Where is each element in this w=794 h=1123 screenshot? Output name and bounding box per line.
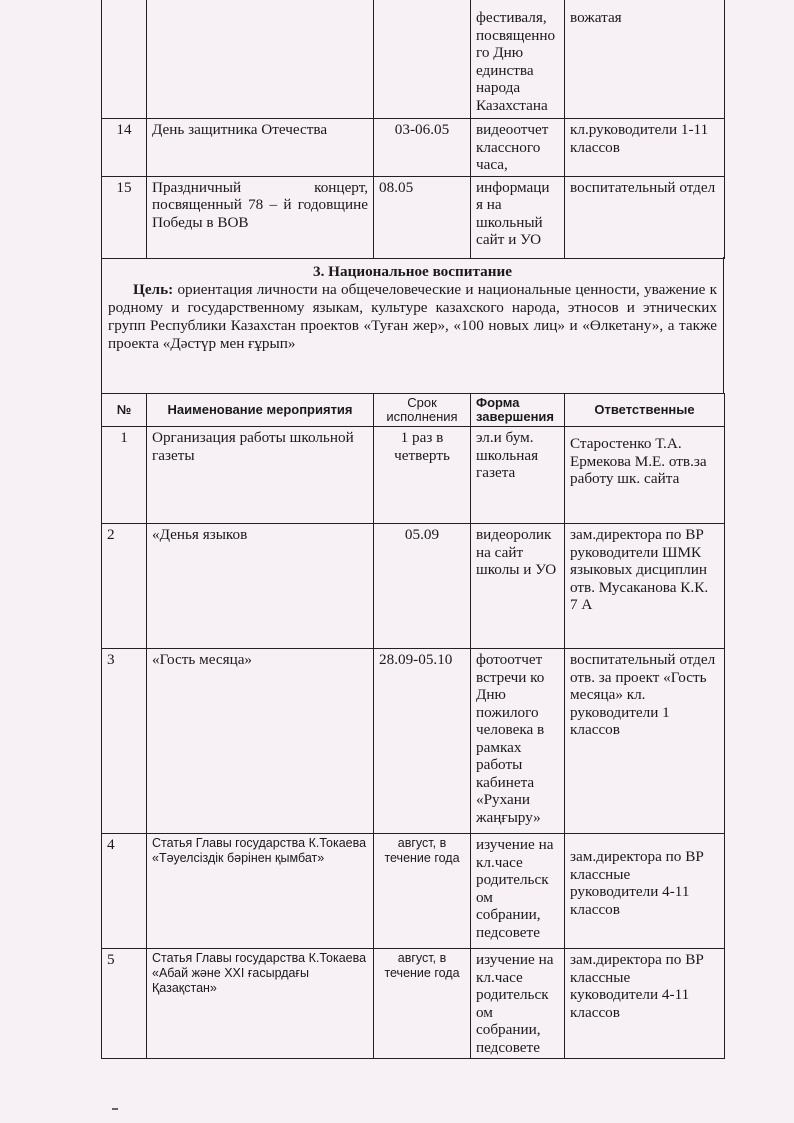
table-row [102,834,725,949]
responsible: кл.руководители 1-11 классов [565,119,725,177]
event-date: 28.09-05.10 [374,649,471,834]
goal-text: ориентация личности на общечеловеческие и национальные ценности, уважение к родному и государственному языкам, культуре казахского народа, этносов и этнических групп Республики Казахстан проектов «Туған жер», «100 новых лиц» и «Өлкетану», а также проекта «Дәстүр мен ғұрып» [108,281,718,352]
table-row [102,119,725,177]
completion-form: информаци я на школьный сайт и УО [471,176,565,258]
event-date: август, в течение года [374,834,471,949]
responsible: воспитательный отдел [565,176,725,258]
section-national-education [101,257,724,394]
event-date: 1 раз в четверть [374,427,471,524]
header-name: Наименование мероприятия [147,394,374,427]
row-number: 2 [102,524,147,649]
table-row [102,176,725,258]
scan-mark [112,1108,118,1110]
row-number [102,0,147,119]
table-row [102,949,725,1059]
section-goal [108,281,717,353]
event-date: август, в течение года [374,949,471,1059]
events-table [101,393,725,1059]
table-row [102,649,725,834]
responsible: Старостенко Т.А. Ермекова М.Е. отв.за работу шк. сайта [565,427,725,524]
event-name: Праздничный концерт, посвященный 78 – й годовщине Победы в ВОВ [147,176,374,258]
completion-form: изучение на кл.часе родительск ом собрании, педсовете [471,834,565,949]
event-name: «Денья языков [147,524,374,649]
event-name: День защитника Отечества [147,119,374,177]
event-date: 05.09 [374,524,471,649]
responsible: воспитательный отдел отв. за проект «Гость месяца» кл. руководители 1 классов [565,649,725,834]
responsible: вожатая [565,0,725,119]
event-date [374,0,471,119]
event-name: Организация работы школьной газеты [147,427,374,524]
table-header-row [102,394,725,427]
event-name: «Гость месяца» [147,649,374,834]
row-number: 14 [102,119,147,177]
goal-label: Цель: [133,281,174,298]
event-date: 08.05 [374,176,471,258]
events-table-continued [101,0,725,259]
event-name: Статья Главы государства К.Токаева «Абай және XXI ғасырдағы Қазақстан» [147,949,374,1059]
completion-form: изучение на кл.часе родительск ом собрании, педсовете [471,949,565,1059]
responsible: зам.директора по ВР классные руководители 4-11 классов [565,834,725,949]
table-row [102,0,725,119]
header-form: Форма завершения [471,394,565,427]
table-row [102,524,725,649]
row-number: 1 [102,427,147,524]
header-number: № [102,394,147,427]
completion-form: фотоотчет встречи ко Дню пожилого человека в рамках работы кабинета «Рухани жаңғыру» [471,649,565,834]
header-responsible: Ответственные [565,394,725,427]
completion-form: видеоотчет классного часа, [471,119,565,177]
completion-form: видеоролик на сайт школы и УО [471,524,565,649]
event-date: 03-06.05 [374,119,471,177]
responsible: зам.директора по ВР классные куководители 4-11 классов [565,949,725,1059]
row-number: 4 [102,834,147,949]
section-title: 3. Национальное воспитание [312,263,513,280]
table-row [102,427,725,524]
responsible: зам.директора по ВР руководители ШМК языковых дисциплин отв. Мусаканова К.К. 7 А [565,524,725,649]
row-number: 5 [102,949,147,1059]
completion-form: эл.и бум. школьная газета [471,427,565,524]
row-number: 3 [102,649,147,834]
event-name: Статья Главы государства К.Токаева «Тәуелсіздік бәрінен қымбат» [147,834,374,949]
event-name [147,0,374,119]
completion-form: фестиваля, посвященно го Дню единства народа Казахстана [471,0,565,119]
header-date: Срок исполнения [374,394,471,427]
row-number: 15 [102,176,147,258]
